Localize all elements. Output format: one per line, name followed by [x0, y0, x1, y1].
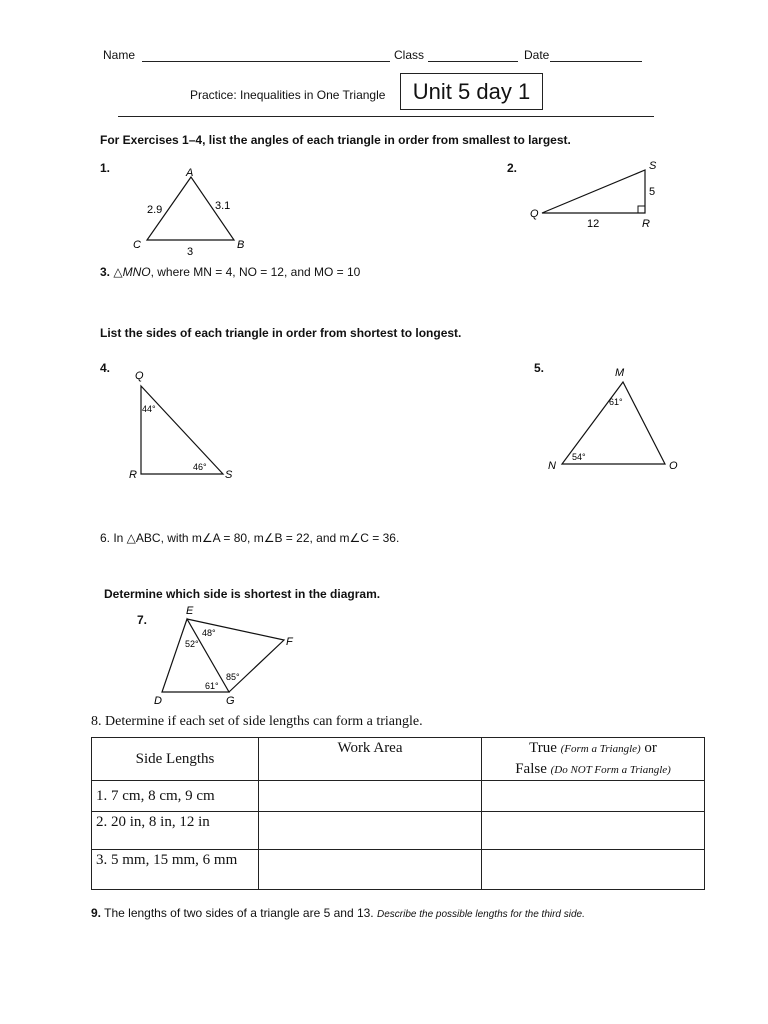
- triangle-abc-figure: [125, 160, 265, 260]
- date-field[interactable]: [550, 61, 642, 62]
- name-field[interactable]: [142, 61, 390, 62]
- triangle-check-table: [91, 737, 705, 890]
- side-lengths-header: Side Lengths: [92, 738, 259, 781]
- side-cb-label: 3: [187, 246, 194, 258]
- table-header-row: [92, 738, 705, 781]
- true-note: (Form a Triangle): [560, 743, 641, 755]
- vertex-a-label: A: [186, 167, 194, 179]
- true-false-header: [482, 738, 705, 781]
- date-label: Date: [524, 48, 550, 62]
- answer-cell[interactable]: [482, 850, 705, 890]
- triangle-mno-figure: [540, 360, 690, 480]
- exercise-9-italic: Describe the possible lengths for the third side.: [377, 909, 585, 920]
- vertex-q-label: Q: [135, 370, 144, 382]
- section2-instruction: List the sides of each triangle in order from shortest to longest.: [100, 326, 462, 340]
- or-label: or: [644, 740, 657, 756]
- vertex-f-label: F: [286, 636, 293, 648]
- vertex-c-label: C: [133, 239, 141, 251]
- vertex-s-label: S: [649, 160, 657, 172]
- work-area-header: Work Area: [259, 738, 482, 781]
- exercise-2-number: 2.: [507, 161, 518, 175]
- exercise-5-number: 5.: [534, 361, 545, 375]
- side-lengths-cell: 1. 7 cm, 8 cm, 9 cm: [92, 781, 259, 812]
- vertex-e-label: E: [186, 605, 194, 617]
- class-field[interactable]: [428, 61, 518, 62]
- table-row: [92, 850, 705, 890]
- exercise-9: [91, 906, 585, 920]
- vertex-b-label: B: [237, 239, 245, 251]
- exercise-9-number: 9.: [91, 906, 102, 920]
- class-label: Class: [394, 48, 425, 62]
- exercise-4-number: 4.: [100, 361, 111, 375]
- table-row: [92, 781, 705, 812]
- exercise-1-number: 1.: [100, 161, 111, 175]
- table-row: [92, 812, 705, 850]
- answer-cell[interactable]: [482, 781, 705, 812]
- vertex-r-label: R: [129, 469, 137, 481]
- vertex-d-label: D: [154, 695, 162, 707]
- unit-box: Unit 5 day 1: [400, 73, 543, 110]
- name-label: Name: [103, 48, 136, 62]
- vertex-m-label: M: [615, 367, 625, 379]
- exercise-6: 6. In △ABC, with m∠A = 80, m∠B = 22, and m∠C = 36.: [100, 531, 400, 545]
- false-note: (Do NOT Form a Triangle): [550, 764, 671, 776]
- angle-n-label: 54°: [572, 452, 586, 462]
- answer-cell[interactable]: [482, 812, 705, 850]
- side-sr-label: 5: [649, 186, 656, 198]
- triangle-edg: [162, 619, 229, 692]
- section3-instruction: Determine which side is shortest in the diagram.: [104, 587, 381, 601]
- side-ca-label: 2.9: [147, 204, 163, 216]
- true-label: True: [529, 740, 557, 756]
- work-area-cell[interactable]: [259, 781, 482, 812]
- angle-85-label: 85°: [226, 672, 240, 682]
- angle-s-label: 46°: [193, 462, 207, 472]
- triangle-sqr: [542, 170, 645, 213]
- exercise-3-triangle: △MNO: [113, 265, 151, 279]
- header-divider: [118, 116, 654, 117]
- work-area-cell[interactable]: [259, 812, 482, 850]
- exercise-9-text: The lengths of two sides of a triangle are 5 and 13.: [104, 906, 374, 920]
- triangle-qrs-figure: [125, 364, 245, 484]
- side-qr-label: 12: [587, 218, 600, 230]
- angle-52-label: 52°: [185, 639, 199, 649]
- vertex-r-label: R: [642, 218, 650, 230]
- side-ab-label: 3.1: [215, 200, 231, 212]
- exercise-3: [100, 265, 360, 279]
- right-angle-mark: [638, 206, 645, 213]
- triangle-qrs: [141, 386, 223, 474]
- side-lengths-cell: 3. 5 mm, 15 mm, 6 mm: [92, 850, 259, 890]
- worksheet-subtitle: Practice: Inequalities in One Triangle: [190, 88, 386, 102]
- exercise-7-number: 7.: [137, 613, 148, 627]
- quadrilateral-defg-figure: [150, 600, 310, 710]
- exercise-3-text: , where MN = 4, NO = 12, and MO = 10: [150, 265, 361, 279]
- triangle-sqr-figure: [520, 155, 670, 235]
- vertex-o-label: O: [669, 460, 678, 472]
- angle-m-label: 61°: [609, 397, 623, 407]
- angle-61-label: 61°: [205, 681, 219, 691]
- exercise-8: 8. Determine if each set of side lengths can form a triangle.: [91, 714, 423, 729]
- false-label: False: [515, 761, 547, 777]
- side-lengths-cell: 2. 20 in, 8 in, 12 in: [92, 812, 259, 850]
- vertex-n-label: N: [548, 460, 556, 472]
- exercise-3-number: 3.: [100, 265, 111, 279]
- angle-48-label: 48°: [202, 628, 216, 638]
- angle-q-label: 44°: [142, 404, 156, 414]
- vertex-s-label: S: [225, 469, 233, 481]
- work-area-cell[interactable]: [259, 850, 482, 890]
- vertex-g-label: G: [226, 695, 235, 707]
- section1-instruction: For Exercises 1–4, list the angles of each triangle in order from smallest to largest.: [100, 133, 571, 147]
- vertex-q-label: Q: [530, 208, 539, 220]
